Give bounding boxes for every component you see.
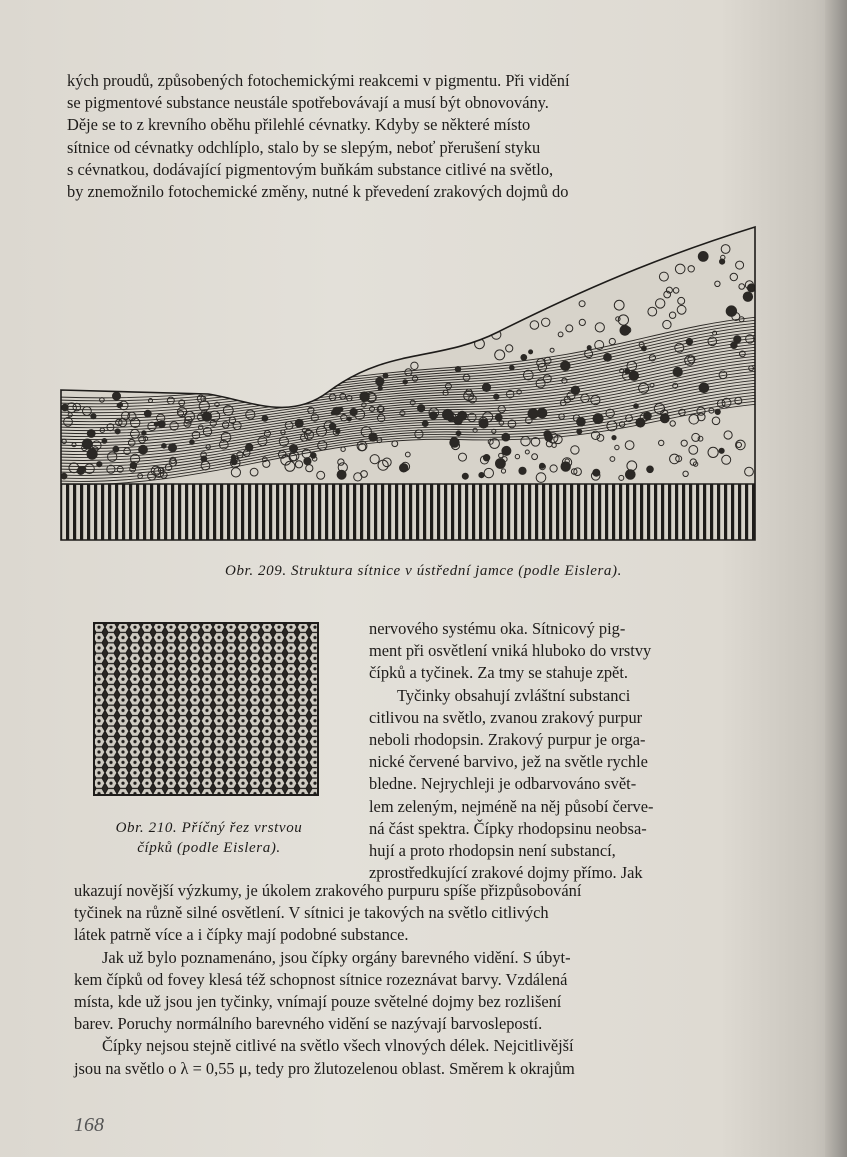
text-line: ukazují novější výzkumy, je úkolem zrakového purpuru spíše přizpůsobování — [74, 881, 582, 900]
retinal-cell — [510, 365, 515, 370]
retinal-cell — [115, 429, 120, 434]
caption-line: čípků (podle Eislera). — [137, 840, 281, 856]
retinal-cell — [84, 441, 92, 449]
retinal-cell — [331, 411, 335, 415]
text-line: sítnice od cévnatky odchlíplo, stalo by se slepým, neboť přerušení styku — [67, 137, 541, 157]
retinal-cell — [113, 392, 121, 400]
text-line: Čípky nejsou stejně citlivé na světlo všech vlnových délek. Nejcitlivější — [102, 1036, 574, 1056]
retinal-cell — [462, 473, 468, 479]
text-line: ment při osvětlení vniká hluboko do vrstvy — [369, 641, 652, 661]
retinal-cell — [625, 369, 630, 374]
retinal-cell — [479, 473, 484, 478]
retinal-cell — [304, 458, 311, 465]
retinal-cell — [494, 394, 499, 399]
retinal-cell — [350, 409, 357, 416]
retinal-cell — [479, 419, 488, 428]
retinal-cell — [61, 473, 67, 479]
retinal-cell — [715, 409, 720, 414]
retinal-cell — [455, 367, 460, 372]
retinal-cell — [673, 367, 682, 376]
text-line: tyčinek na různě silné osvětlení. V sítnici je takových na světlo citlivých — [74, 903, 549, 923]
retinal-cell — [593, 414, 603, 424]
retinal-cell — [561, 462, 570, 471]
retinal-cell — [262, 416, 268, 422]
text-line: neboli rhodopsin. Zrakový purpur je orga- — [369, 730, 646, 750]
retinal-cell — [529, 350, 533, 354]
retinal-cell — [339, 407, 343, 411]
retinal-cell — [430, 412, 438, 420]
text-line: barev. Poruchy normálního barevného vidění se nazývají barvoslepostí. — [74, 1014, 543, 1034]
text-line: citlivou na světlo, zvanou zrakový purpur — [369, 707, 643, 727]
text-line: hují a proto rhodopsin není substancí, — [369, 841, 616, 861]
retinal-cell — [612, 436, 616, 440]
retinal-cell — [634, 404, 639, 409]
text-line: bledne. Nejrychleji je odbarvováno svět- — [369, 774, 637, 794]
retinal-cell — [626, 470, 636, 480]
text-line: lem zeleným, nejméně na něj působí červe- — [369, 796, 654, 816]
retinal-cell — [587, 346, 591, 350]
retinal-cell — [454, 416, 463, 425]
retinal-cell — [495, 414, 502, 421]
text-line: látek patrně více a i čípky mají podobné substance. — [74, 925, 409, 945]
retinal-cell — [726, 306, 736, 316]
retinal-cell — [295, 419, 303, 427]
retinal-cell — [162, 444, 167, 449]
retinal-cell — [719, 448, 724, 453]
retinal-cell — [561, 361, 570, 370]
retinal-cell — [231, 459, 237, 465]
text-line: nervového systému oka. Sítnicový pig- — [369, 619, 626, 638]
text-line: kých proudů, způsobených fotochemickými reakcemi v pigmentu. Při vidění — [67, 71, 570, 90]
text-line: Tyčinky obsahují zvláštní substanci — [397, 685, 631, 705]
retinal-cell — [456, 431, 461, 436]
retinal-cell — [720, 259, 725, 264]
retinal-cell — [139, 445, 148, 454]
retinal-cell — [144, 410, 151, 417]
cone-layer-cross-section — [93, 622, 319, 796]
text-line: by znemožnilo fotochemické změny, nutné k převedení zrakových dojmů do — [67, 182, 569, 202]
retinal-cell — [686, 338, 692, 344]
retinal-cell — [87, 449, 97, 459]
text-line: zprostředkující zrakové dojmy přímo. Jak — [369, 863, 643, 883]
retinal-cell — [87, 430, 95, 438]
retinal-cell — [190, 440, 195, 445]
retinal-cell — [537, 408, 547, 418]
retinal-cell — [502, 433, 510, 441]
text-line: se pigmentové substance neustále spotřebovávají a musí být obnovovány. — [67, 93, 549, 113]
retinal-cell — [545, 434, 553, 442]
retinal-cell — [102, 439, 107, 444]
retinal-cell — [519, 467, 526, 474]
text-line: čípků a tyčinek. Za tmy se stahuje zpět. — [369, 663, 628, 683]
retinal-cell — [496, 459, 506, 469]
retinal-cell — [521, 355, 527, 361]
retinal-cell — [577, 418, 586, 427]
retinal-cell — [571, 386, 579, 394]
text-line: místa, kde už jsou jen tyčinky, vnímají pouze světelné dojmy bez rozlišení — [74, 992, 562, 1012]
retinal-cell — [383, 373, 388, 378]
retinal-cell — [647, 466, 654, 473]
retinal-cell — [154, 422, 158, 426]
retinal-cell — [422, 421, 428, 427]
retinal-cell — [620, 325, 630, 335]
retinal-cell — [629, 371, 638, 380]
retinal-cell — [743, 292, 752, 301]
retinal-cell — [418, 405, 425, 412]
caption-line: Obr. 210. Příčný řez vrstvou — [115, 820, 303, 836]
retinal-cell — [378, 386, 382, 390]
retinal-cell — [731, 342, 737, 348]
figure-210-caption — [78, 818, 340, 858]
retinal-cell — [77, 467, 84, 474]
retinal-cell — [403, 380, 407, 384]
text-line: s cévnatkou, dodávající pigmentovým buňkám substance citlivé na světlo, — [67, 159, 554, 179]
retinal-cell — [169, 444, 177, 452]
retinal-cell — [660, 414, 669, 423]
retinal-cell — [347, 417, 351, 421]
retinal-cell — [642, 346, 647, 351]
figure-209-caption: Obr. 209. Struktura sítnice v ústřední jamce (podle Eislera). — [225, 563, 622, 579]
retinal-cell — [376, 377, 384, 385]
page-number: 168 — [74, 1114, 104, 1136]
bottom-paragraph — [74, 880, 744, 1080]
text-line: nické červené barvivo, jež na světle rychle — [369, 752, 648, 772]
top-paragraph — [67, 70, 737, 203]
retinal-cell — [502, 446, 511, 455]
text-line: ná část spektra. Čípky rhodopsinu neobsa- — [369, 818, 647, 838]
retinal-cell — [443, 409, 453, 419]
retinal-cell — [482, 383, 490, 391]
retinal-cell — [577, 429, 582, 434]
retinal-cell — [113, 446, 119, 452]
side-paragraph — [369, 618, 740, 884]
text-line: kem čípků od fovey klesá též schopnost sítnice rozeznávat barvy. Vzdálená — [74, 969, 568, 989]
text-line: Děje se to z krevního oběhu přilehlé cévnatky. Kdyby se některé místo — [67, 115, 531, 135]
retinal-cell — [450, 438, 459, 447]
retinal-cell — [369, 433, 377, 441]
retinal-cell — [142, 431, 146, 435]
retinal-cell — [604, 353, 612, 361]
retina-fovea-illustration — [58, 222, 758, 542]
text-line: Jak už bylo poznamenáno, jsou čípky orgány barevného vidění. S úbyt- — [102, 947, 571, 967]
retinal-cell — [97, 462, 102, 467]
retinal-cell — [698, 252, 708, 262]
retinal-cell — [91, 414, 96, 419]
text-line: jsou na světlo o λ = 0,55 μ, tedy pro žlutozelenou oblast. Směrem k okrajům — [74, 1058, 575, 1078]
retinal-cell — [699, 383, 709, 393]
